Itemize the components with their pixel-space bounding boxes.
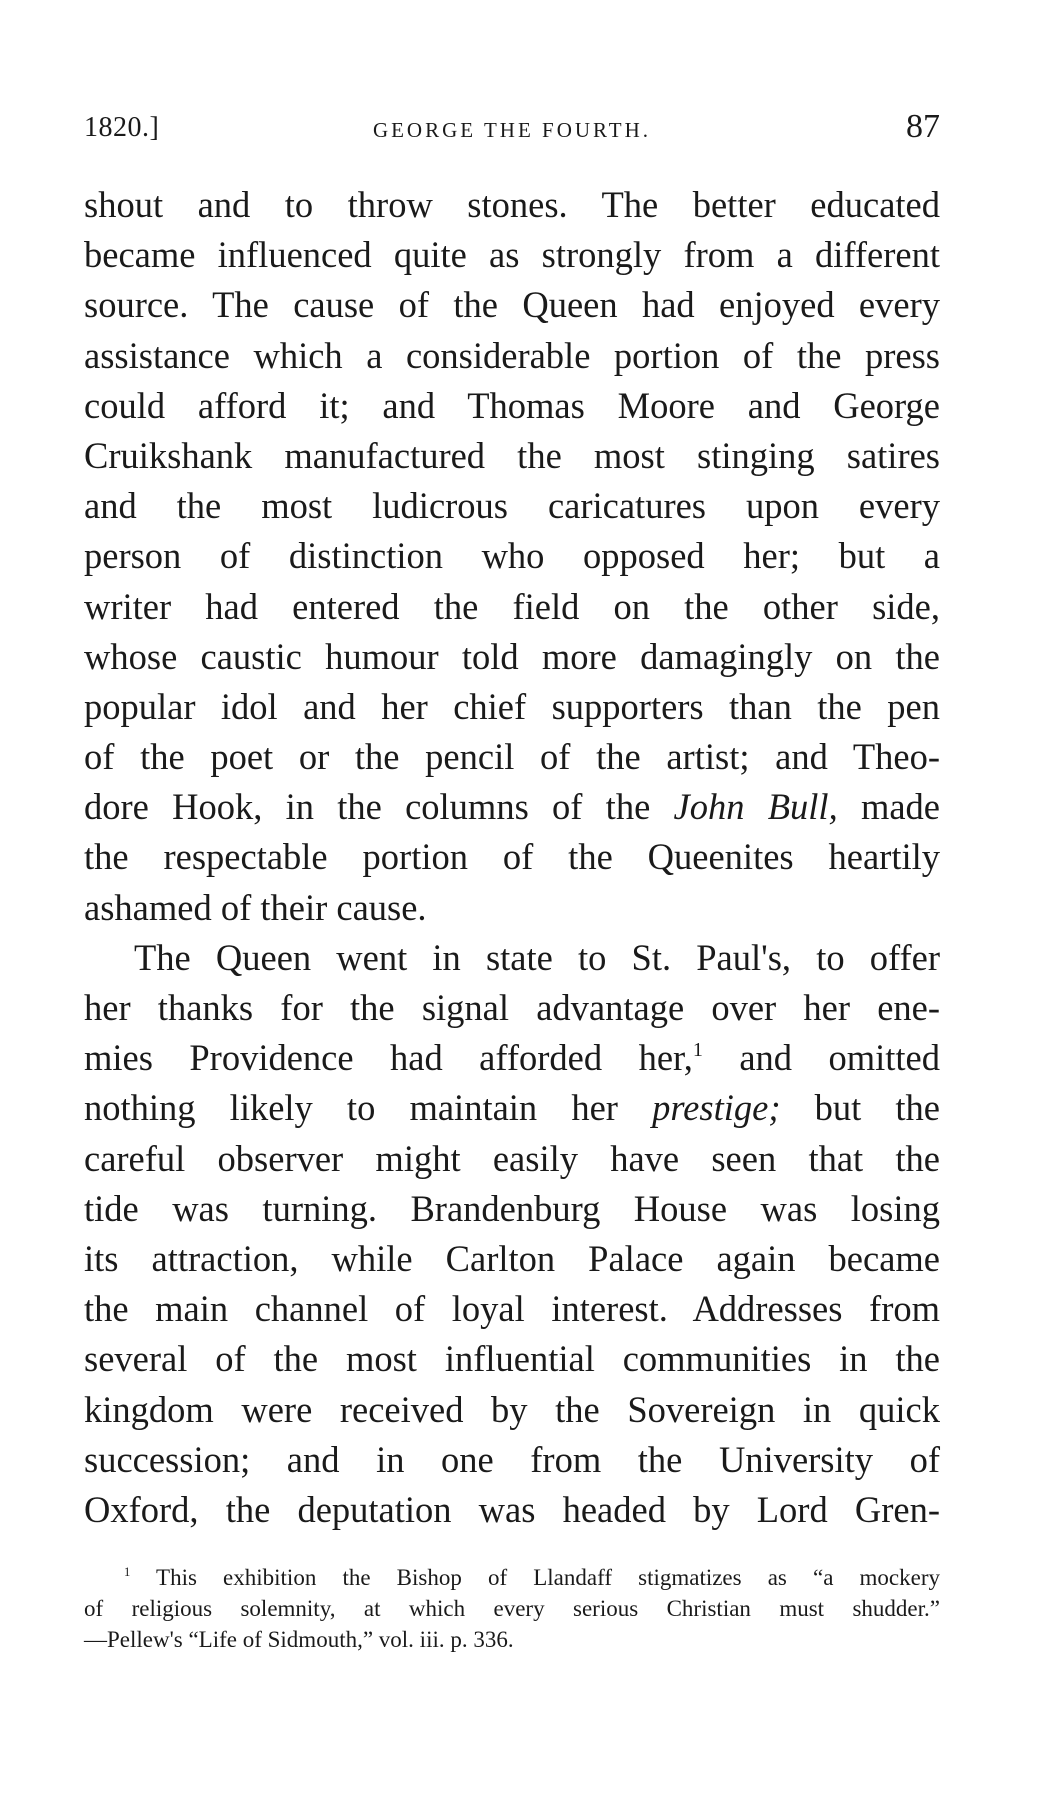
text-line: several of the most influential communities in the xyxy=(84,1338,940,1380)
newspaper-title: John Bull, xyxy=(673,786,838,828)
text-line: person of distinction who opposed her; but a xyxy=(84,535,940,577)
text-fragment: made xyxy=(837,786,940,828)
text-line: Cruikshank manufactured the most stinging satires xyxy=(84,434,940,476)
text-line: The Queen went in state to St. Paul's, to offer xyxy=(134,936,940,978)
running-title: GEORGE THE FOURTH. xyxy=(372,118,652,142)
footnote-text: This exhibition the Bishop of Llandaff stigmatizes as “a mockery xyxy=(156,1565,940,1590)
text-line: assistance which a considerable portion of the press xyxy=(84,334,940,376)
text-line: of the poet or the pencil of the artist; and Theo- xyxy=(84,736,940,778)
page-number: 87 xyxy=(906,108,940,145)
text-fragment: dore Hook, in the columns of the xyxy=(84,786,674,828)
text-line xyxy=(84,1033,940,1083)
text-fragment: but the xyxy=(780,1087,940,1129)
body-text xyxy=(84,180,940,1535)
text-line: source. The cause of the Queen had enjoyed every xyxy=(84,284,940,326)
text-line: tide was turning. Brandenburg House was losing xyxy=(84,1187,940,1229)
text-line: writer had entered the field on the other side, xyxy=(84,585,940,627)
text-line: succession; and in one from the University of xyxy=(84,1438,940,1480)
text-fragment: mies Providence had afforded her, xyxy=(84,1037,693,1079)
italic-word: prestige; xyxy=(652,1087,781,1129)
text-line: the main channel of loyal interest. Addresses from xyxy=(84,1288,940,1330)
text-line: careful observer might easily have seen that the xyxy=(84,1137,940,1179)
text-line: the respectable portion of the Queenites heartily xyxy=(84,836,940,878)
text-line xyxy=(84,1083,940,1133)
text-line: its attraction, while Carlton Palace again became xyxy=(84,1237,940,1279)
text-line: her thanks for the signal advantage over her ene- xyxy=(84,987,940,1028)
text-line: kingdom were received by the Sovereign in quick xyxy=(84,1388,940,1430)
text-fragment: and omitted xyxy=(702,1037,941,1079)
text-line: and the most ludicrous caricatures upon every xyxy=(84,485,940,527)
header-year: 1820.] xyxy=(84,112,160,143)
text-line xyxy=(84,782,940,832)
footnote-marker: 1 xyxy=(124,1565,131,1580)
text-line: ashamed of their cause. xyxy=(84,886,427,928)
footnote-reference: 1 xyxy=(692,1039,703,1062)
text-fragment: nothing likely to maintain her xyxy=(84,1087,653,1129)
text-line: whose caustic humour told more damagingly on the xyxy=(84,635,940,677)
text-line: shout and to throw stones. The better educated xyxy=(84,184,940,225)
text-line: became influenced quite as strongly from a different xyxy=(84,234,940,276)
text-line: popular idol and her chief supporters than the pen xyxy=(84,685,940,727)
footnote-line xyxy=(84,1562,940,1593)
footnote-line: of religious solemnity, at which every serious Christian must shudder.” xyxy=(84,1596,940,1621)
running-header xyxy=(84,108,940,152)
footnote-line: —Pellew's “Life of Sidmouth,” vol. iii. p. 336. xyxy=(84,1627,514,1652)
text-line: Oxford, the deputation was headed by Lord Gren- xyxy=(84,1488,940,1530)
footnote xyxy=(84,1562,940,1655)
text-line: could afford it; and Thomas Moore and George xyxy=(84,384,940,426)
